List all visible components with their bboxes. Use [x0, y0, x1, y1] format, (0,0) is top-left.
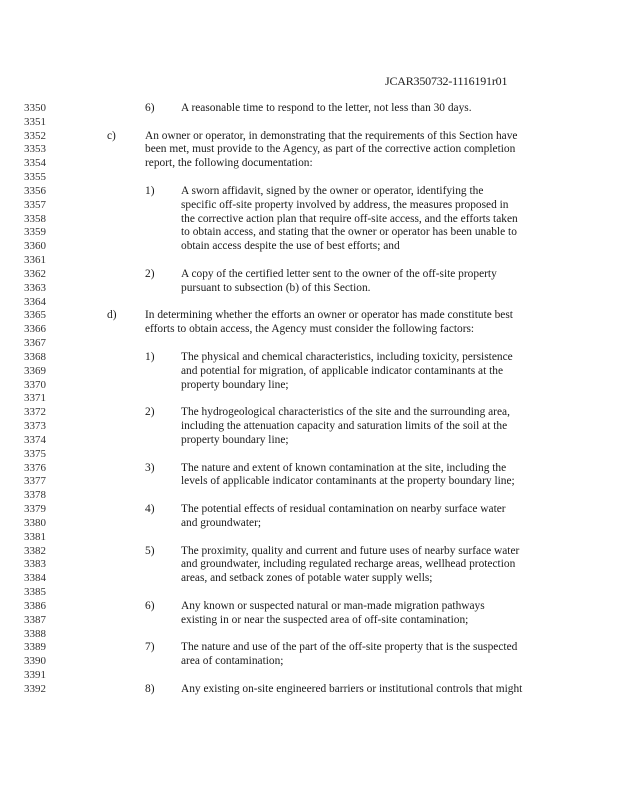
document-line — [0, 502, 618, 516]
item-label: 5) — [145, 544, 155, 557]
document-line — [0, 184, 618, 198]
item-label: 6) — [145, 599, 155, 612]
line-text: The hydrogeological characteristics of the site and the surrounding area, — [181, 406, 510, 419]
line-number: 3353 — [24, 143, 46, 156]
line-text: A sworn affidavit, signed by the owner or operator, identifying the — [181, 184, 484, 197]
line-text: areas, and setback zones of potable water supply wells; — [181, 572, 433, 585]
line-number: 3376 — [24, 461, 46, 474]
document-line — [0, 391, 618, 405]
line-text: The proximity, quality and current and future uses of nearby surface water — [181, 544, 520, 557]
line-number: 3382 — [24, 544, 46, 557]
document-line — [0, 129, 618, 143]
line-text: area of contamination; — [181, 655, 284, 668]
document-line — [0, 654, 618, 668]
line-text: The physical and chemical characteristics, including toxicity, persistence — [181, 350, 513, 363]
document-line — [0, 350, 618, 364]
item-label: 8) — [145, 682, 155, 695]
document-line — [0, 627, 618, 641]
line-number: 3375 — [24, 447, 46, 460]
document-line — [0, 571, 618, 585]
document-line — [0, 225, 618, 239]
line-number: 3391 — [24, 669, 46, 682]
line-text: The potential effects of residual contamination on nearby surface water — [181, 503, 506, 516]
line-text: existing in or near the suspected area of off-site contamination; — [181, 613, 469, 626]
line-number: 3389 — [24, 641, 46, 654]
line-number: 3392 — [24, 682, 46, 695]
item-label: d) — [107, 309, 117, 322]
document-line — [0, 281, 618, 295]
document-line — [0, 156, 618, 170]
item-label: 7) — [145, 641, 155, 654]
document-line — [0, 488, 618, 502]
document-line — [0, 530, 618, 544]
line-number: 3354 — [24, 157, 46, 170]
line-text: A copy of the certified letter sent to the owner of the off-site property — [181, 267, 497, 280]
line-number: 3378 — [24, 489, 46, 502]
line-text: The nature and extent of known contamination at the site, including the — [181, 461, 507, 474]
document-line — [0, 433, 618, 447]
line-text: property boundary line; — [181, 378, 289, 391]
document-line — [0, 142, 618, 156]
item-label: 3) — [145, 461, 155, 474]
line-text: levels of applicable indicator contaminants at the property boundary line; — [181, 475, 515, 488]
line-text: pursuant to subsection (b) of this Section. — [181, 281, 371, 294]
line-number: 3374 — [24, 433, 46, 446]
line-text: and potential for migration, of applicable indicator contaminants at the — [181, 364, 503, 377]
document-line — [0, 364, 618, 378]
line-number: 3361 — [24, 254, 46, 267]
line-number: 3373 — [24, 420, 46, 433]
document-line — [0, 544, 618, 558]
line-number: 3364 — [24, 295, 46, 308]
line-number: 3362 — [24, 267, 46, 280]
item-label: 1) — [145, 184, 155, 197]
line-number: 3379 — [24, 503, 46, 516]
line-number: 3367 — [24, 337, 46, 350]
line-number: 3388 — [24, 627, 46, 640]
line-number: 3351 — [24, 115, 46, 128]
line-text: and groundwater; — [181, 516, 262, 529]
line-number: 3357 — [24, 198, 46, 211]
document-line — [0, 101, 618, 115]
document-line — [0, 253, 618, 267]
line-number: 3360 — [24, 240, 46, 253]
line-number: 3385 — [24, 586, 46, 599]
line-text: been met, must provide to the Agency, as part of the corrective action completion — [145, 143, 516, 156]
line-number: 3359 — [24, 226, 46, 239]
item-label: 4) — [145, 503, 155, 516]
item-label: 1) — [145, 350, 155, 363]
item-label: 6) — [145, 102, 155, 114]
line-number: 3384 — [24, 572, 46, 585]
line-text: The nature and use of the part of the off-site property that is the suspected — [181, 641, 518, 654]
document-line — [0, 668, 618, 682]
line-number: 3381 — [24, 530, 46, 543]
line-text: Any existing on-site engineered barriers or institutional controls that might — [181, 682, 523, 695]
line-number: 3365 — [24, 309, 46, 322]
line-number: 3368 — [24, 350, 46, 363]
document-line — [0, 115, 618, 129]
line-text: Any known or suspected natural or man-made migration pathways — [181, 599, 485, 612]
document-line — [0, 405, 618, 419]
line-number: 3366 — [24, 323, 46, 336]
line-number: 3355 — [24, 171, 46, 184]
document-line — [0, 336, 618, 350]
line-number: 3370 — [24, 378, 46, 391]
line-text: to obtain access, and stating that the owner or operator has been unable to — [181, 226, 517, 239]
document-id-header: JCAR350732-1116191r01 — [385, 74, 508, 88]
line-number: 3350 — [24, 102, 46, 114]
document-line — [0, 599, 618, 613]
document-line — [0, 613, 618, 627]
line-text: the corrective action plan that require off-site access, and the efforts taken — [181, 212, 518, 225]
document-line — [0, 461, 618, 475]
document-line — [0, 308, 618, 322]
line-number: 3390 — [24, 655, 46, 668]
document-line — [0, 170, 618, 184]
line-number: 3386 — [24, 599, 46, 612]
document-line — [0, 378, 618, 392]
line-number: 3369 — [24, 364, 46, 377]
line-text: report, the following documentation: — [145, 157, 313, 170]
item-label: 2) — [145, 267, 155, 280]
document-line — [0, 447, 618, 461]
line-number: 3383 — [24, 558, 46, 571]
line-text: A reasonable time to respond to the letter, not less than 30 days. — [181, 102, 472, 114]
document-line — [0, 239, 618, 253]
line-number: 3380 — [24, 516, 46, 529]
line-number: 3356 — [24, 184, 46, 197]
line-number: 3363 — [24, 281, 46, 294]
document-line — [0, 295, 618, 309]
document-line — [0, 419, 618, 433]
document-line — [0, 516, 618, 530]
line-text: In determining whether the efforts an owner or operator has made constitute best — [145, 309, 513, 322]
item-label: 2) — [145, 406, 155, 419]
document-line — [0, 198, 618, 212]
line-text: obtain access despite the use of best efforts; and — [181, 240, 400, 253]
document-line — [0, 267, 618, 281]
line-number: 3372 — [24, 406, 46, 419]
document-line — [0, 585, 618, 599]
line-number: 3387 — [24, 613, 46, 626]
document-line — [0, 212, 618, 226]
line-text: property boundary line; — [181, 433, 289, 446]
line-number: 3371 — [24, 392, 46, 405]
line-text: efforts to obtain access, the Agency must consider the following factors: — [145, 323, 475, 336]
line-number: 3352 — [24, 129, 46, 142]
document-line — [0, 557, 618, 571]
line-text: including the attenuation capacity and saturation limits of the soil at the — [181, 420, 508, 433]
line-text: An owner or operator, in demonstrating that the requirements of this Section have — [145, 129, 518, 142]
item-label: c) — [107, 129, 116, 142]
document-line — [0, 640, 618, 654]
document-line — [0, 474, 618, 488]
document-line — [0, 322, 618, 336]
document-line — [0, 682, 618, 696]
line-number: 3358 — [24, 212, 46, 225]
line-number: 3377 — [24, 475, 46, 488]
line-text: specific off-site property involved by address, the measures proposed in — [181, 198, 509, 211]
line-text: and groundwater, including regulated recharge areas, wellhead protection — [181, 558, 516, 571]
